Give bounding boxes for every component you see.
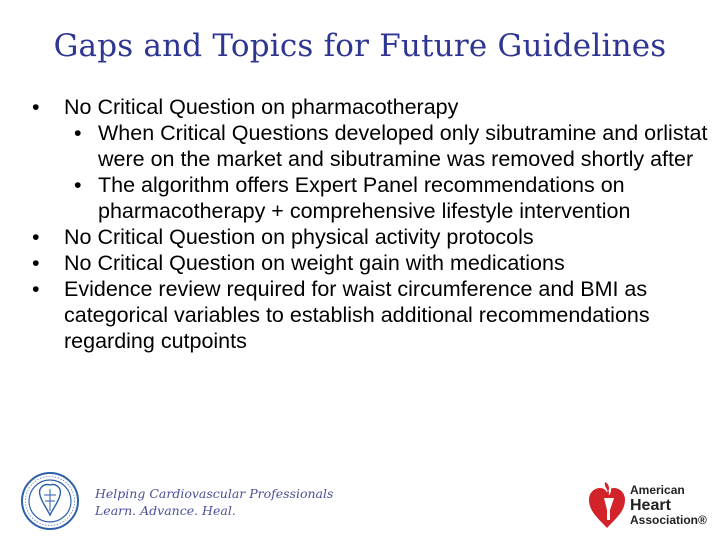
acc-tagline-line-2: Learn. Advance. Heal. [95,503,236,518]
aha-line-heart: Heart [630,497,671,514]
aha-line-american: American [630,483,685,497]
sub-bullet-item: • The algorithm offers Expert Panel recommendations on pharmacotherapy + comprehensive lifestyle intervention [28,172,708,224]
bullet-item: • No Critical Question on pharmacotherapy [28,94,708,120]
bullet-item: • No Critical Question on weight gain with medications [28,250,708,276]
american-college-of-cardiology-seal-icon [20,471,80,531]
slide-title: Gaps and Topics for Future Guidelines [53,28,667,64]
aha-logo-text [630,484,707,527]
acc-tagline-line-1: Helping Cardiovascular Professionals [95,486,334,501]
bullet-item: • Evidence review required for waist circumference and BMI as categorical variables to establish additional recommendations regarding cutpoints [28,276,708,354]
aha-line-association: Association® [630,513,707,527]
heart-torch-icon [586,478,628,532]
sub-bullet-item: • When Critical Questions developed only sibutramine and orlistat were on the market and sibutramine was removed shortly after [28,120,708,172]
bullet-list [28,94,708,354]
acc-tagline [95,485,333,519]
bullet-item: • No Critical Question on physical activity protocols [28,224,708,250]
